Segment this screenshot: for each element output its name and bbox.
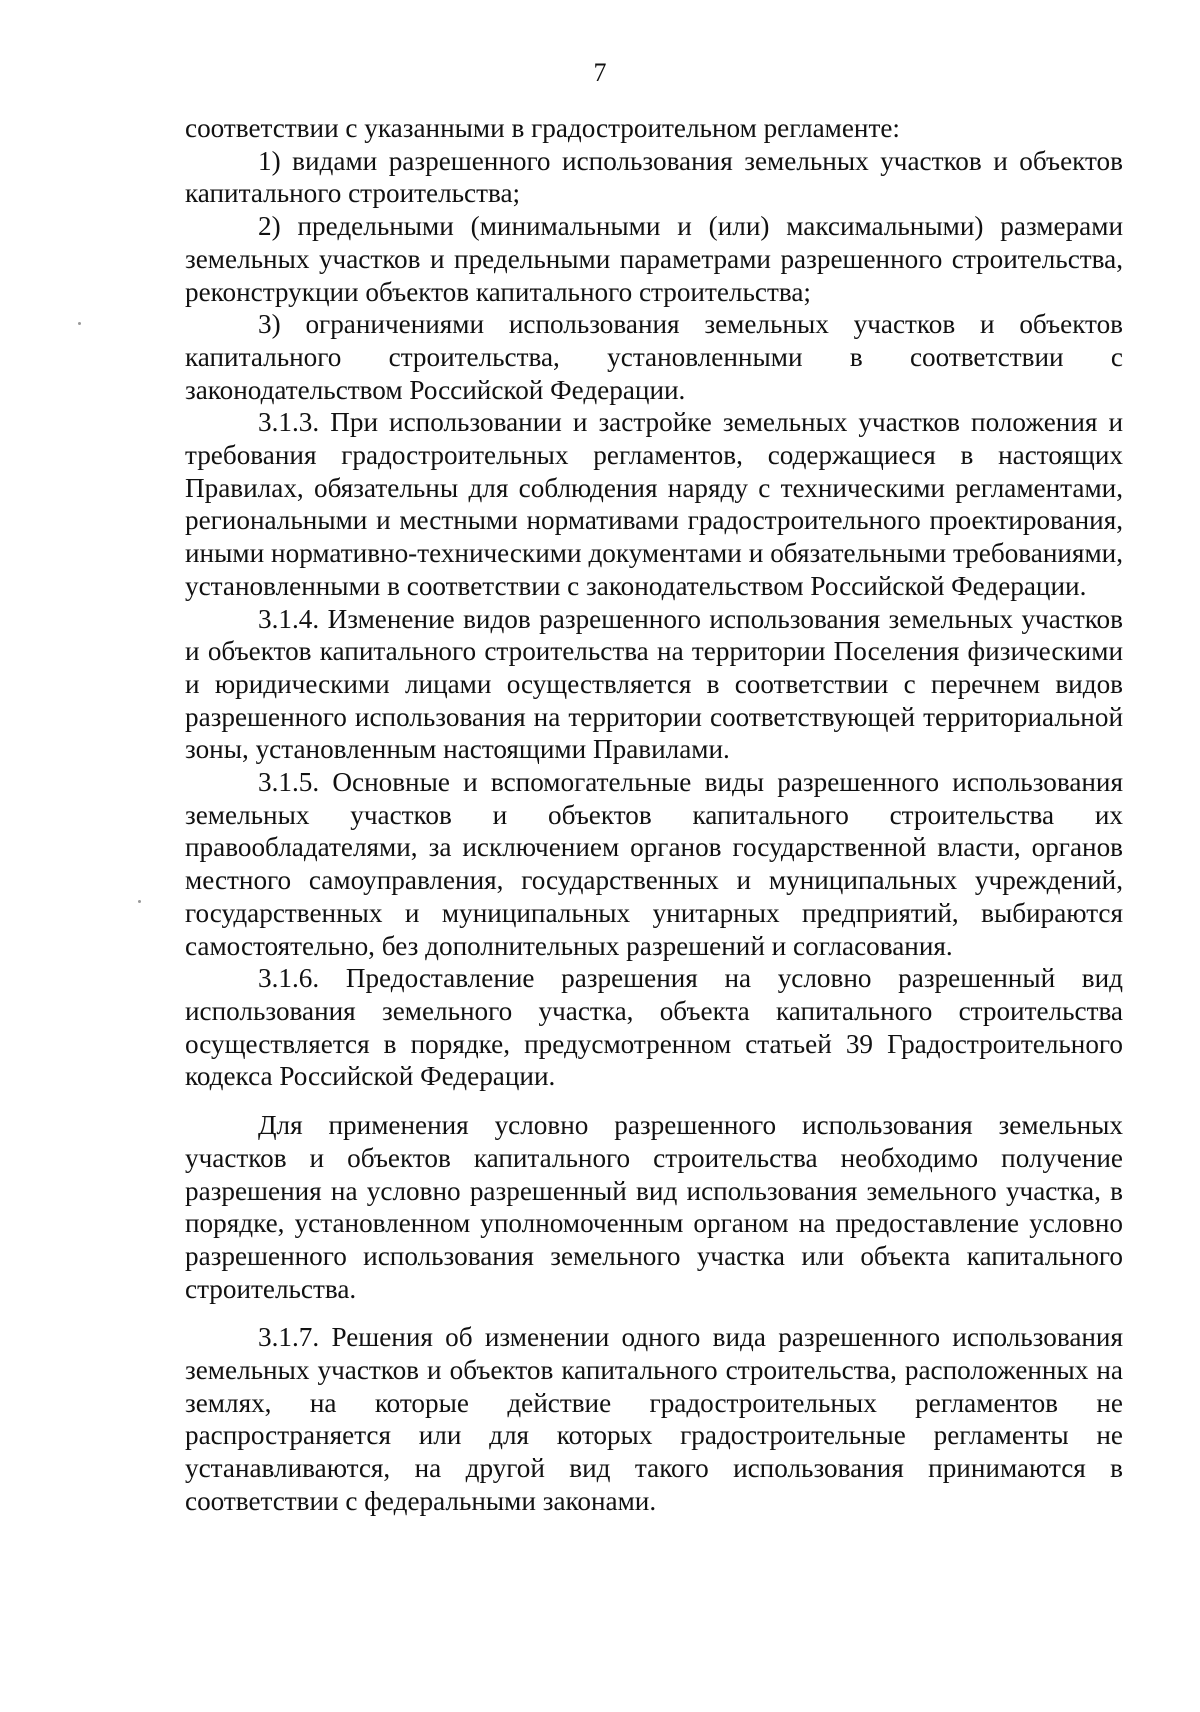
list-item-3: 3) ограничениями использования земельных участков и объектов капитального строительства, установленными в соответствии с законодательством Российской Федерации. [185, 309, 1123, 405]
clause-3-1-7: 3.1.7. Решения об изменении одного вида разрешенного использования земельных участков и объектов капитального строительства, расположенных на землях, на которые действие градостроительных регламентов не распространяется или для которых градостроительные регламенты не устанавливаются, на другой вид такого использования принимаются в соответствии с федеральными законами. [185, 1322, 1123, 1516]
clause-3-1-6: 3.1.6. Предоставление разрешения на условно разрешенный вид использования земельного участка, объекта капитального строительства осуществляется в порядке, предусмотренном статьей 39 Градостроительного кодекса Российской Федерации. [185, 963, 1123, 1092]
document-body [185, 112, 1123, 1518]
paragraph-continuation: соответствии с указанными в градостроительном регламенте: [185, 113, 900, 143]
page-number: 7 [593, 58, 607, 87]
scan-speck [78, 322, 81, 325]
scan-speck [138, 900, 141, 903]
clause-3-1-5: 3.1.5. Основные и вспомогательные виды разрешенного использования земельных участков и объектов капитального строительства их правообладателями, за исключением органов государственной власти, органов местного самоуправления, государственных и муниципальных учреждений, государственных и муниципальных унитарных предприятий, выбираются самостоятельно, без дополнительных разрешений и согласования. [185, 767, 1123, 961]
paragraph-conditional-use: Для применения условно разрешенного использования земельных участков и объектов капитального строительства необходимо получение разрешения на условно разрешенный вид использования земельного участка, в порядке, установленном уполномоченным органом на предоставление условно разрешенного использования земельного участка или объекта капитального строительства. [185, 1110, 1123, 1304]
clause-3-1-3: 3.1.3. При использовании и застройке земельных участков положения и требования градостроительных регламентов, содержащиеся в настоящих Правилах, обязательны для соблюдения наряду с техническими регламентами, региональными и местными нормативами градостроительного проектирования, иными нормативно-техническими документами и обязательными требованиями, установленными в соответствии с законодательством Российской Федерации. [185, 407, 1123, 601]
list-item-1: 1) видами разрешенного использования земельных участков и объектов капитального строительства; [185, 145, 1123, 209]
clause-3-1-4: 3.1.4. Изменение видов разрешенного использования земельных участков и объектов капитального строительства на территории Поселения физическими и юридическими лицами осуществляется в соответствии с перечнем видов разрешенного использования на территории соответствующей территориальной зоны, установленным настоящими Правилами. [185, 603, 1123, 765]
list-item-2: 2) предельными (минимальными и (или) максимальными) размерами земельных участков и предельными параметрами разрешенного строительства, реконструкции объектов капитального строительства; [185, 211, 1123, 307]
